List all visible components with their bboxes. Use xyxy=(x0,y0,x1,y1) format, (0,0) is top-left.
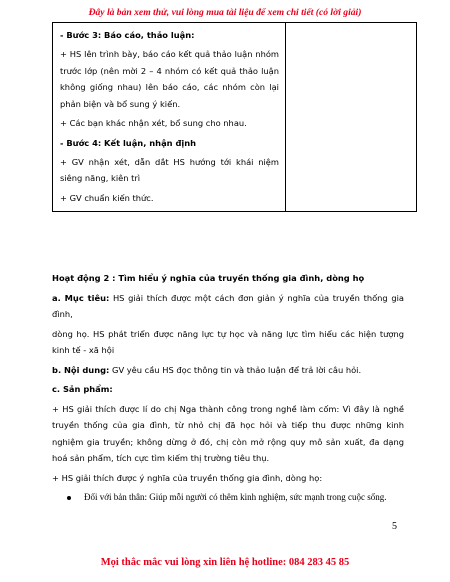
goal-line xyxy=(52,290,404,323)
table-right-cell xyxy=(286,23,417,212)
page-number: 5 xyxy=(392,521,397,532)
preview-banner: Đây là bản xem thử, vui lòng mua tài liệu để xem chi tiết (có lời giải) xyxy=(88,7,362,18)
step4-paragraph-2: + GV chuẩn kiến thức. xyxy=(60,192,154,203)
bullet-item xyxy=(52,489,404,506)
hotline-banner: Mọi thắc mắc vui lòng xin liên hệ hotline: 084 283 45 85 xyxy=(100,557,350,568)
step3-paragraph-1: + HS lên trình bày, báo cáo kết quả thảo luận nhóm trước lớp (nên mời 2 – 4 nhóm có kết quả thảo luận không giống nhau) lên báo cáo, các nhóm còn lại phản biện và bổ sung ý kiến. xyxy=(60,49,279,109)
product-paragraph-1: + HS giải thích được lí do chị Nga thành công trong nghề làm cốm: Vì đây là nghề truyền thống của gia đình, từ nhỏ chị đã học hỏi và tiếp thu được những kinh nghiệm gia truyền; không dừng ở đó, chị còn mở rộng quy mô sản xuất, đa dạng hoá sản phẩm, tích cực tìm kiếm thị trường tiêu thụ. xyxy=(52,403,404,463)
step3-title: - Bước 3: Báo cáo, thảo luận: xyxy=(60,30,195,40)
goal-text: HS giải thích được một cách đơn giản ý nghĩa của truyền thống gia đình, xyxy=(52,292,404,319)
goal-label: a. Mục tiêu: xyxy=(52,292,110,303)
content-label: b. Nội dung: xyxy=(52,364,110,375)
goal-continuation: dòng họ. HS phát triển được năng lực tự học và năng lực tìm hiểu các hiện tượng kinh tế - xã hội xyxy=(52,328,404,355)
content-line xyxy=(52,362,404,379)
bullet-dot-icon xyxy=(67,496,71,500)
content-text: GV yêu cầu HS đọc thông tin và thảo luận để trả lời câu hỏi. xyxy=(109,364,362,375)
product-paragraph-2: + HS giải thích được ý nghĩa của truyền thống gia đình, dòng họ: xyxy=(52,472,323,483)
step4-paragraph-1: + GV nhận xét, dẫn dắt HS hướng tới khái niệm siêng năng, kiên trì xyxy=(60,156,279,183)
step3-paragraph-2: + Các bạn khác nhận xét, bổ sung cho nhau. xyxy=(60,118,247,128)
table-left-cell xyxy=(53,23,286,212)
product-label: c. Sản phẩm: xyxy=(52,384,113,394)
bullet-text: Đối với bản thân: Giúp mỗi người có thêm kinh nghiệm, sức mạnh trong cuộc sống. xyxy=(84,492,387,502)
step4-title: - Bước 4: Kết luận, nhận định xyxy=(60,137,197,148)
activity-section xyxy=(52,270,404,506)
activity-table xyxy=(52,22,417,212)
activity-title: Hoạt động 2 : Tìm hiểu ý nghĩa của truyền thống gia đình, dòng họ xyxy=(52,273,365,283)
